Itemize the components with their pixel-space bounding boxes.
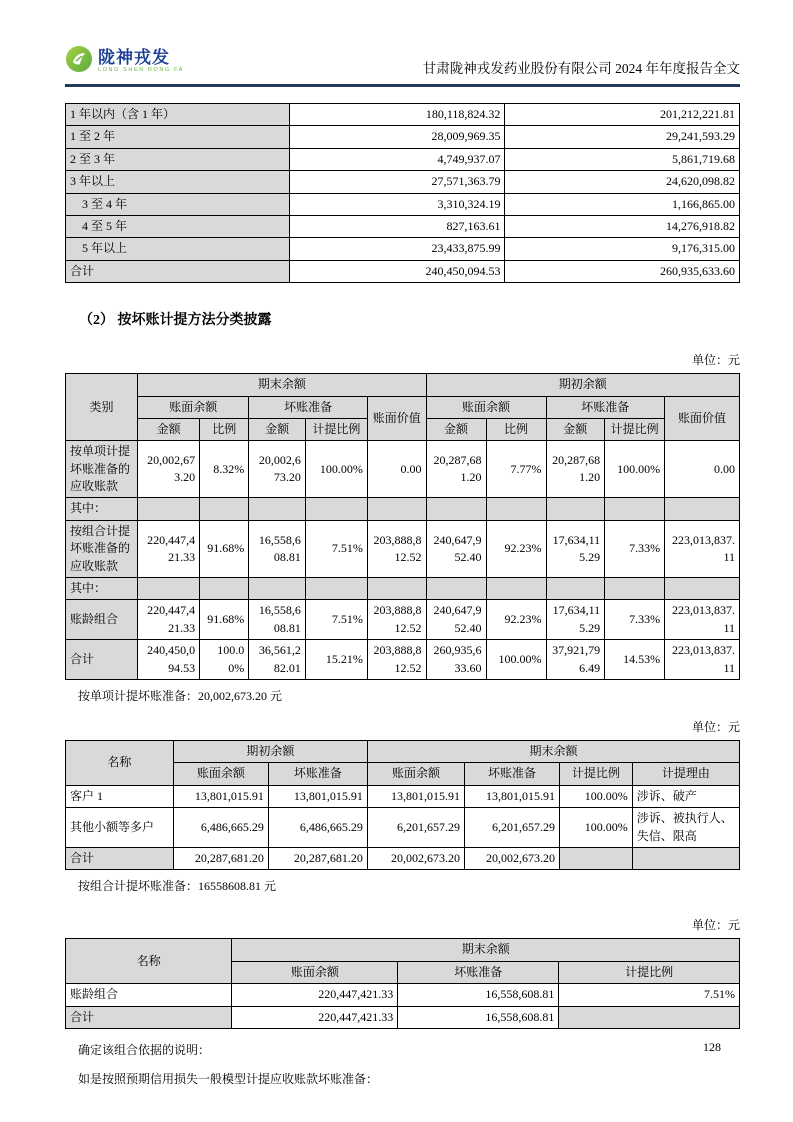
expected-credit-loss-note: 如是按照预期信用损失一般模型计提应收账款坏账准备： [78, 1071, 379, 1086]
header-cell: 比例 [200, 418, 249, 440]
page-header [65, 44, 740, 78]
table-cell: 0.00 [665, 441, 740, 498]
table-row [66, 126, 740, 148]
company-logo [65, 45, 184, 78]
table-cell: 合计 [66, 1006, 232, 1028]
table-cell: 27,571,363.79 [290, 171, 505, 193]
header-cell: 账面余额 [232, 961, 398, 983]
table-cell: 13,801,015.91 [268, 785, 367, 807]
table-row [66, 939, 740, 961]
brand-name-en: LONG SHEN RONG FA [98, 67, 184, 74]
table-cell: 91.68% [200, 520, 249, 577]
table-cell [486, 578, 546, 600]
page-number: 128 [703, 1040, 721, 1054]
table-cell: 20,287,681.20 [426, 441, 486, 498]
header-cell: 账面余额 [426, 396, 546, 418]
header-cell: 期末余额 [138, 374, 426, 396]
header-cell: 计提比例 [560, 763, 633, 785]
table-cell: 其他小额等多户 [66, 808, 174, 848]
table-cell: 6,486,665.29 [173, 808, 268, 848]
table-cell: 6,486,665.29 [268, 808, 367, 848]
header-cell: 账面价值 [665, 396, 740, 441]
table-row [66, 600, 740, 640]
table-cell [665, 498, 740, 520]
table-cell: 23,433,875.99 [290, 238, 505, 260]
table-cell: 涉诉、破产 [632, 785, 739, 807]
table-cell: 37,921,796.49 [546, 640, 605, 680]
header-cell: 名称 [66, 939, 232, 984]
header-divider [65, 84, 740, 87]
combination-basis-note: 确定该组合依据的说明： [78, 1042, 211, 1057]
table-cell: 17,634,115.29 [546, 520, 605, 577]
header-cell: 坏账准备 [268, 763, 367, 785]
individual-provision-table [65, 740, 740, 870]
table-row [66, 104, 740, 126]
header-cell: 名称 [66, 740, 174, 785]
header-cell: 期初余额 [173, 740, 367, 762]
table-cell: 260,935,633.60 [426, 640, 486, 680]
table-cell: 203,888,812.52 [367, 640, 426, 680]
table-cell: 223,013,837.11 [665, 600, 740, 640]
table-cell: 16,558,608.81 [398, 984, 559, 1006]
header-cell: 计提比例 [559, 961, 740, 983]
table-cell [665, 578, 740, 600]
table-row [66, 193, 740, 215]
table-cell: 20,002,673.20 [249, 441, 306, 498]
table-cell: 其中： [66, 498, 138, 520]
table-cell [305, 578, 367, 600]
section-heading: （2） 按坏账计提方法分类披露 [79, 313, 272, 329]
header-cell: 坏账准备 [398, 961, 559, 983]
table-cell: 223,013,837.11 [665, 520, 740, 577]
table-cell: 20,002,673.20 [138, 441, 200, 498]
unit-label: 单位：元 [691, 719, 740, 734]
header-cell: 计提比例 [305, 418, 367, 440]
table-cell: 20,287,681.20 [268, 847, 367, 869]
table-cell: 13,801,015.91 [367, 785, 464, 807]
bad-debt-method-table [65, 373, 740, 680]
table-cell: 92.23% [486, 520, 546, 577]
header-cell: 计提比例 [605, 418, 665, 440]
table-cell: 220,447,421.33 [232, 1006, 398, 1028]
table-cell: 3 至 4 年 [66, 193, 290, 215]
table-cell: 100.00% [305, 441, 367, 498]
table-cell: 2 至 3 年 [66, 148, 290, 170]
table-cell: 100.00% [605, 441, 665, 498]
table-cell: 其中： [66, 578, 138, 600]
table-row [66, 785, 740, 807]
table-cell: 1,166,865.00 [505, 193, 740, 215]
table-cell: 6,201,657.29 [367, 808, 464, 848]
logo-icon [65, 45, 93, 78]
table-cell: 16,558,608.81 [249, 520, 306, 577]
table-cell [138, 578, 200, 600]
table-cell: 7.51% [305, 520, 367, 577]
group-provision-note: 按组合计提坏账准备：16558608.81 元 [78, 879, 277, 894]
table-cell [605, 498, 665, 520]
header-cell: 金额 [546, 418, 605, 440]
header-cell: 账面余额 [138, 396, 249, 418]
table-cell [249, 578, 306, 600]
table-cell: 100.00% [560, 808, 633, 848]
table-cell [367, 578, 426, 600]
table-row [66, 148, 740, 170]
table-cell: 客户 1 [66, 785, 174, 807]
table-cell [138, 498, 200, 520]
header-cell: 坏账准备 [249, 396, 368, 418]
header-cell: 坏账准备 [464, 763, 559, 785]
table-cell: 5,861,719.68 [505, 148, 740, 170]
group-provision-table [65, 938, 740, 1029]
table-cell: 4,749,937.07 [290, 148, 505, 170]
table-row [66, 396, 740, 418]
table-cell: 91.68% [200, 600, 249, 640]
table-cell: 合计 [66, 260, 290, 282]
table-cell [605, 578, 665, 600]
table-cell: 240,647,952.40 [426, 600, 486, 640]
table-row [66, 374, 740, 396]
unit-label: 单位：元 [691, 918, 740, 933]
table-cell: 240,450,094.53 [290, 260, 505, 282]
table-cell: 13,801,015.91 [173, 785, 268, 807]
table-cell [560, 847, 633, 869]
header-cell: 金额 [138, 418, 200, 440]
table-cell [305, 498, 367, 520]
table-cell [200, 498, 249, 520]
table-cell [367, 498, 426, 520]
table-cell: 账龄组合 [66, 600, 138, 640]
table-cell: 7.51% [559, 984, 740, 1006]
table-cell: 9,176,315.00 [505, 238, 740, 260]
table-cell: 15.21% [305, 640, 367, 680]
table-cell: 100.00% [486, 640, 546, 680]
brand-name-cn: 陇神戎发 [98, 48, 170, 68]
table-cell [559, 1006, 740, 1028]
aging-analysis-table [65, 103, 740, 283]
table-cell: 合计 [66, 847, 174, 869]
table-cell: 涉诉、被执行人、失信、限高 [632, 808, 739, 848]
table-cell: 16,558,608.81 [398, 1006, 559, 1028]
table-cell: 20,287,681.20 [546, 441, 605, 498]
table-row [66, 215, 740, 237]
table-cell: 20,002,673.20 [367, 847, 464, 869]
table-cell: 20,287,681.20 [173, 847, 268, 869]
unit-label: 单位：元 [691, 353, 740, 368]
table-cell: 203,888,812.52 [367, 520, 426, 577]
header-cell: 期初余额 [426, 374, 739, 396]
table-cell [546, 578, 605, 600]
table-cell [426, 498, 486, 520]
header-cell: 期末余额 [367, 740, 739, 762]
table-cell: 按单项计提坏账准备的应收账款 [66, 441, 138, 498]
table-cell: 201,212,221.81 [505, 104, 740, 126]
table-cell: 1 年以内（含 1 年） [66, 104, 290, 126]
header-cell: 金额 [249, 418, 306, 440]
table-cell: 28,009,969.35 [290, 126, 505, 148]
table-cell [426, 578, 486, 600]
table-cell: 220,447,421.33 [138, 600, 200, 640]
table-cell: 3,310,324.19 [290, 193, 505, 215]
table-row [66, 847, 740, 869]
header-cell: 账面余额 [173, 763, 268, 785]
table-row [66, 984, 740, 1006]
table-row [66, 1006, 740, 1028]
table-row [66, 238, 740, 260]
table-cell: 100.00% [200, 640, 249, 680]
table-cell: 36,561,282.01 [249, 640, 306, 680]
table-cell: 按组合计提坏账准备的应收账款 [66, 520, 138, 577]
table-cell: 220,447,421.33 [138, 520, 200, 577]
table-cell: 7.33% [605, 520, 665, 577]
header-cell: 期末余额 [232, 939, 740, 961]
table-cell [200, 578, 249, 600]
table-cell: 203,888,812.52 [367, 600, 426, 640]
table-row [66, 740, 740, 762]
table-cell: 29,241,593.29 [505, 126, 740, 148]
table-cell: 合计 [66, 640, 138, 680]
individual-provision-note: 按单项计提坏账准备：20,002,673.20 元 [78, 688, 283, 703]
table-cell: 100.00% [560, 785, 633, 807]
table-cell: 220,447,421.33 [232, 984, 398, 1006]
table-cell: 3 年以上 [66, 171, 290, 193]
table-cell: 92.23% [486, 600, 546, 640]
table-cell [632, 847, 739, 869]
table-cell: 20,002,673.20 [464, 847, 559, 869]
table-cell: 4 至 5 年 [66, 215, 290, 237]
table-cell: 827,163.61 [290, 215, 505, 237]
logo-text [98, 49, 184, 74]
header-cell: 金额 [426, 418, 486, 440]
table-cell: 6,201,657.29 [464, 808, 559, 848]
table-cell: 5 年以上 [66, 238, 290, 260]
header-cell: 账面余额 [367, 763, 464, 785]
table-cell: 账龄组合 [66, 984, 232, 1006]
table-cell: 240,647,952.40 [426, 520, 486, 577]
table-row [66, 808, 740, 848]
table-cell: 24,620,098.82 [505, 171, 740, 193]
table-row [66, 640, 740, 680]
table-cell: 17,634,115.29 [546, 600, 605, 640]
table-cell [486, 498, 546, 520]
table-row [66, 441, 740, 498]
table-row [66, 260, 740, 282]
table-cell: 14.53% [605, 640, 665, 680]
table-row [66, 171, 740, 193]
table-cell: 13,801,015.91 [464, 785, 559, 807]
table-cell [546, 498, 605, 520]
table-cell: 16,558,608.81 [249, 600, 306, 640]
table-cell: 180,118,824.32 [290, 104, 505, 126]
table-cell: 7.51% [305, 600, 367, 640]
header-cell: 类别 [66, 374, 138, 441]
table-cell: 0.00 [367, 441, 426, 498]
table-row [66, 498, 740, 520]
table-cell [249, 498, 306, 520]
table-cell: 223,013,837.11 [665, 640, 740, 680]
table-cell: 1 至 2 年 [66, 126, 290, 148]
table-row [66, 520, 740, 577]
document-title: 甘肃陇神戎发药业股份有限公司 2024 年年度报告全文 [422, 61, 740, 76]
table-cell: 260,935,633.60 [505, 260, 740, 282]
table-cell: 7.33% [605, 600, 665, 640]
table-row [66, 578, 740, 600]
table-cell: 14,276,918.82 [505, 215, 740, 237]
header-cell: 坏账准备 [546, 396, 665, 418]
table-cell: 8.32% [200, 441, 249, 498]
table-cell: 240,450,094.53 [138, 640, 200, 680]
header-cell: 比例 [486, 418, 546, 440]
header-cell: 账面价值 [367, 396, 426, 441]
header-cell: 计提理由 [632, 763, 739, 785]
table-cell: 7.77% [486, 441, 546, 498]
